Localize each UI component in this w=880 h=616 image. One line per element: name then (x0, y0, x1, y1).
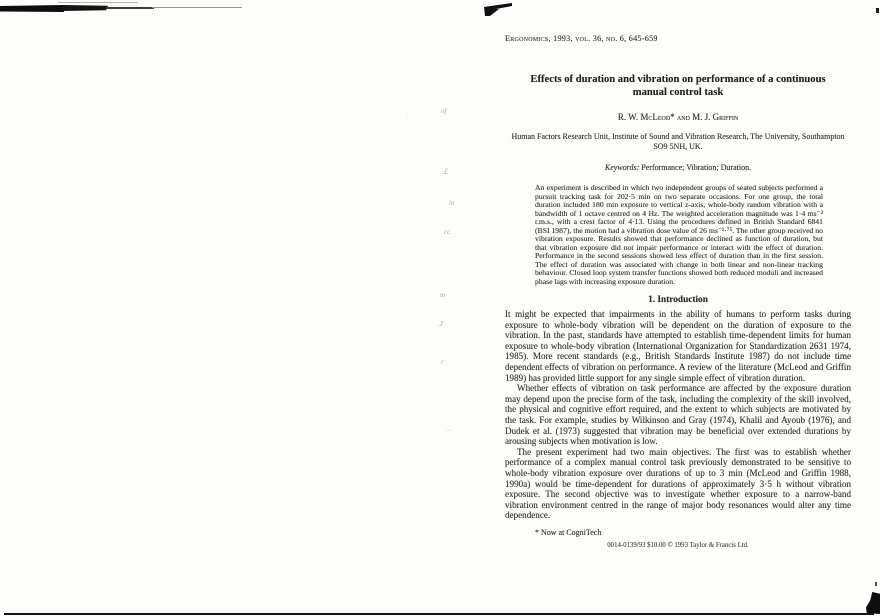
keywords-label: Keywords: (604, 163, 640, 172)
affiliation: Human Factors Research Unit, Institute of Sound and Vibration Research, The University, Southampton SO9 5NH, UK. (511, 132, 845, 151)
scan-artifact-top-left-bar (0, 5, 64, 12)
scan-artifact-right-top-tick (876, 8, 879, 13)
intro-paragraph-1: It might be expected that impairments in the ability of humans to perform tasks during exposure to whole-body vibration will be dependent on the duration of exposure to the vibration. In the past, standards have attempted to establish time-dependent limits for human exposure to whole-body vibration (International Organization for Standardization 2631 1974, 1985). More recent standards (e.g., British Standards Institute 1987) do not include time dependent effects of vibration on performance. A review of the literature (McLeod and Griffin 1989) has provided little support for any single simple effect of vibration duration. (505, 309, 851, 383)
journal-running-header: Ergonomics, 1993, vol. 36, no. 6, 645-659 (505, 34, 658, 43)
margin-annotation: in (449, 199, 455, 207)
abstract: An experiment is described in which two independent groups of seated subjects performed a pursuit tracking task for 202·5 min on two separate occasions. For one group, the total duration included 180 min exposure to vertical z-axis, whole-body random vibration with a bandwidth of 1 octave centred on 4 Hz. The weighted acceleration magnitude was 1·4 ms⁻² r.m.s., with a crest factor of 4·13. Using the procedures defined in British Standard 6841 (BSI 1987), the motion had a vibration dose value of 26 ms⁻¹·⁷⁵. The other group received no vibration exposure. Results showed that performance declined as function of duration, but that vibration exposure did not impair performance or interact with the effect of duration. Performance in the second sessions showed less effect of duration than in the first session. The effect of duration was associated with change in both linear and non-linear tracking behaviour. Closed loop system transfer functions showed both reduced moduli and increased phase lags with increasing exposure duration. (535, 183, 823, 286)
margin-annotation: .J (438, 320, 443, 328)
paper-title-line2: manual control task (632, 86, 724, 98)
scan-artifact-top-specks (58, 2, 138, 3)
keywords-text: Performance; Vibration; Duration. (639, 163, 752, 172)
scan-artifact-bottom-right-blob (866, 592, 880, 614)
intro-paragraph-2: Whether effects of vibration on task performance are affected by the exposure duration may depend upon the precise form of the task, including the complexity of the skill involved, the physical and cognitive effort required, and the extent to which subjects are motivated by the task. For example, studies by Wilkinson and Gray (1974), Khalil and Ayoub (1976), and Dudek et al. (1973) suggested that vibration may be beneficial over extended durations by arousing subjects when motivation is low. (505, 383, 851, 447)
authors-line: R. W. McLeod* and M. J. Griffin (617, 112, 739, 122)
margin-annotation: ~ (447, 427, 451, 435)
margin-annotation: cc (444, 228, 451, 236)
scan-artifact-right-mid-tick (875, 582, 877, 586)
margin-annotation: , (407, 109, 409, 117)
section-heading-introduction: 1. Introduction (648, 295, 708, 305)
scan-artifact-top-left-bar-2 (62, 5, 108, 11)
corner-flag-shape (484, 3, 514, 17)
scan-artifact-corner-flag (484, 3, 514, 17)
intro-paragraph-3: The present experiment had two main objectives. The first was to establish whether performance of a complex manual control task previously demonstrated to be sensitive to whole-body vibration exposure over durations of up to 3 min (McLeod and Griffin 1988, 1990a) would be time-dependent for durations of approximately 3·5 h without vibration exposure. The second objective was to investigate whether exposure to a narrow-band vibration environment centred in the range of major body resonances would alter any time dependence. (505, 446, 851, 521)
paper-title-line1: Effects of duration and vibration on performance of a continuous (530, 74, 826, 85)
author-footnote: * Now at CogniTech (535, 527, 602, 537)
margin-annotation: £ (444, 167, 448, 176)
scan-artifact-top-line (106, 7, 154, 9)
margin-annotation: of (441, 107, 447, 115)
margin-annotation: m (440, 291, 446, 299)
scan-artifact-top-line-faint (152, 7, 242, 8)
margin-annotation: r (441, 358, 444, 366)
scan-artifact-bottom-edge-line (4, 613, 874, 615)
copyright-imprint: 0014-0139/93 $10.00 © 1993 Taylor & Francis Ltd. (607, 541, 749, 549)
article-column (505, 34, 851, 550)
paper-title (505, 74, 851, 99)
keywords-line (505, 163, 851, 172)
